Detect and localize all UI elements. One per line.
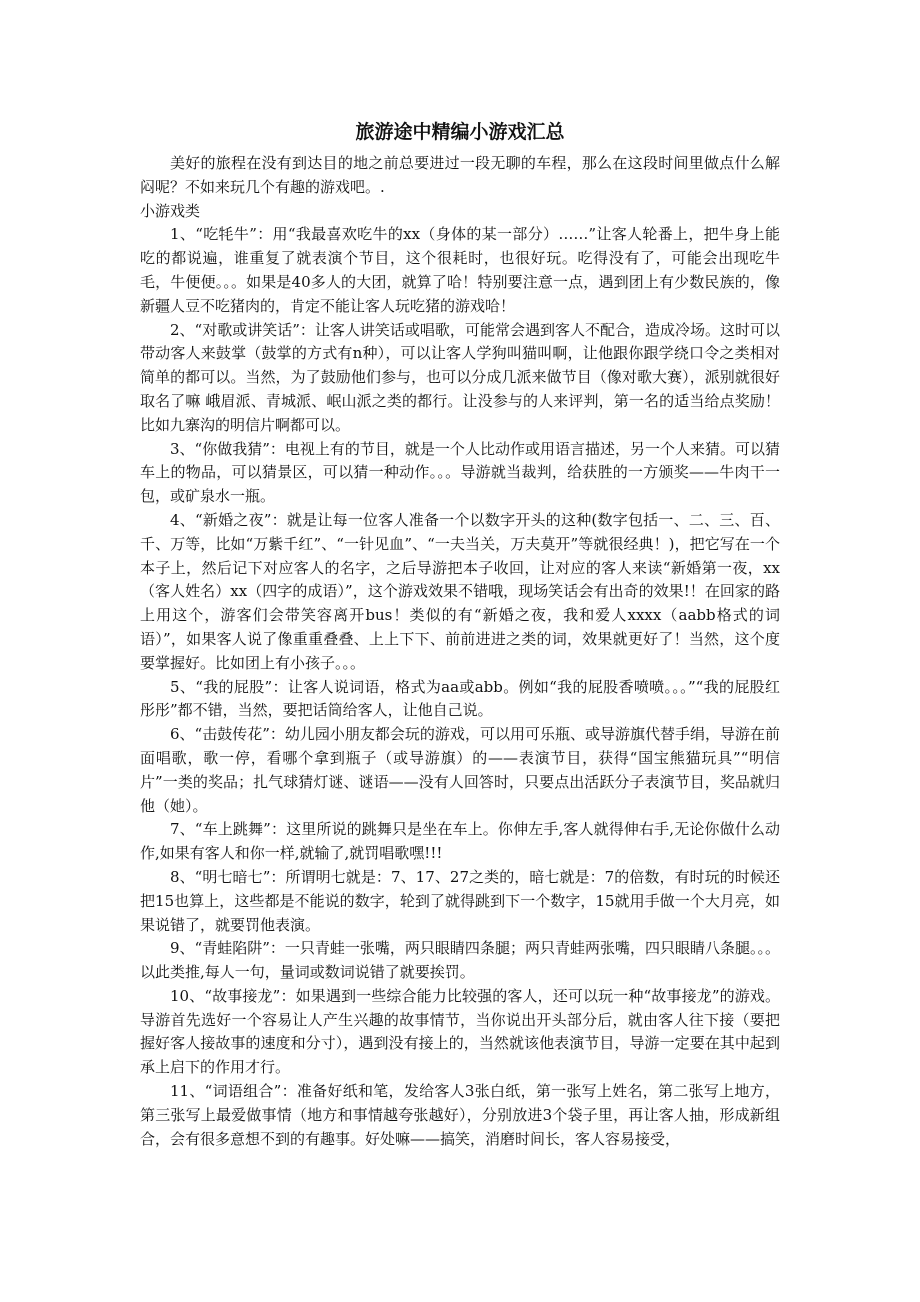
document-title: 旅游途中精编小游戏汇总 [355, 121, 565, 143]
game-paragraph-4: 4、“新婚之夜”：就是让每一位客人准备一个以数字开头的这种(数字包括一、二、三、百、千、万等，比如“万紫千红”、“一针见血”、“一夫当关，万夫莫开”等就很经典！)，把它写在一个本子上，然后记下对应客人的名字，之后导游把本子收回，让对应的客人来读“新婚第一夜，xx（客人姓名）xx（四字的成语）”，这个游戏效果不错哦，现场笑话会有出奇的效果!！在回家的路上用这个，游客们会带笑容离开bus！类似的有“新婚之夜，我和爱人xxxx（aabb格式的词语）”，如果客人说了像重重叠叠、上上下下、前前进进之类的词，效果就更好了！当然，这个度要掌握好。比如团上有小孩子。。。 [140, 510, 780, 672]
intro-paragraph: 美好的旅程在没有到达目的地之前总要进过一段无聊的车程，那么在这段时间里做点什么解闷呢？不如来玩几个有趣的游戏吧。. [140, 154, 780, 196]
game-paragraph-8: 8、“明七暗七”：所谓明七就是：7、17、27之类的，暗七就是：7的倍数，有时玩的时候还把15也算上，这些都是不能说的数字，轮到了就得跳到下一个数字，15就用手做一个大月亮，如果说错了，就要罚他表演。 [140, 867, 780, 934]
game-paragraph-2: 2、“对歌或讲笑话”：让客人讲笑话或唱歌，可能常会遇到客人不配合，造成冷场。这时可以带动客人来鼓掌（鼓掌的方式有n种），可以让客人学狗叫猫叫啊，让他跟你跟学绕口令之类相对简单的都可以。当然，为了鼓励他们参与，也可以分成几派来做节目（像对歌大赛），派别就很好取名了嘛 峨眉派、青城派、岷山派之类的都行。让没参与的人来评判，第一名的适当给点奖励！比如九寨沟的明信片啊都可以。 [140, 320, 780, 434]
game-paragraph-1: 1、“吃牦牛”：用“我最喜欢吃牛的xx（身体的某一部分）……”让客人轮番上，把牛身上能吃的都说遍，谁重复了就表演个节目，这个很耗时，也很好玩。吃得没有了，可能会出现吃牛毛，牛便便。。。如果是40多人的大团，就算了哈！特别要注意一点，遇到团上有少数民族的，像新疆人豆不吃猪肉的，肯定不能让客人玩吃猪的游戏哈！ [140, 225, 780, 315]
game-paragraph-3: 3、“你做我猜”：电视上有的节目，就是一个人比动作或用语言描述，另一个人来猜。可以猜车上的物品，可以猜景区，可以猜一种动作。。。导游就当裁判，给获胜的一方颁奖——牛肉干一包，或矿泉水一瓶。 [140, 439, 780, 506]
game-paragraph-9: 9、“青蛙陷阱”：一只青蛙一张嘴，两只眼睛四条腿；两只青蛙两张嘴，四只眼睛八条腿。。。以此类推,每人一句，量词或数词说错了就要挨罚。 [140, 939, 780, 982]
game-paragraph-11: 11、“词语组合”：准备好纸和笔，发给客人3张白纸，第一张写上姓名，第二张写上地方，第三张写上最爱做事情（地方和事情越夸张越好），分别放进3个袋子里，再让客人抽，形成新组合，会有很多意想不到的有趣事。好处嘛——搞笑，消磨时间长，客人容易接受， [140, 1082, 780, 1148]
game-paragraph-6: 6、“击鼓传花”：幼儿园小朋友都会玩的游戏，可以用可乐瓶、或导游旗代替手绢，导游在前面唱歌，歌一停，看哪个拿到瓶子（或导游旗）的——表演节目，获得“国宝熊猫玩具”“明信片”一类的奖品；扎气球猜灯谜、谜语——没有人回答时，只要点出活跃分子表演节目，奖品就归他（她）。 [140, 725, 780, 815]
document-page [140, 118, 780, 1151]
game-paragraph-10: 10、“故事接龙”：如果遇到一些综合能力比较强的客人，还可以玩一种“故事接龙”的游戏。导游首先选好一个容易让人产生兴趣的故事情节，当你说出开头部分后，就由客人往下接（要把握好客人接故事的速度和分寸），遇到没有接上的，当然就该他表演节目，导游一定要在其中起到承上启下的作用才行。 [140, 986, 780, 1077]
game-paragraph-7: 7、“车上跳舞”：这里所说的跳舞只是坐在车上。你伸左手,客人就得伸右手,无论你做什么动作,如果有客人和你一样,就输了,就罚唱歌嘿!!! [140, 820, 780, 863]
game-paragraph-5: 5、“我的屁股”：让客人说词语，格式为aa或abb。例如“我的屁股香喷喷。。。”“我的屁股红彤彤”都不错，当然，要把话筒给客人，让他自己说。 [140, 677, 780, 720]
section-label: 小游戏类 [140, 201, 201, 220]
